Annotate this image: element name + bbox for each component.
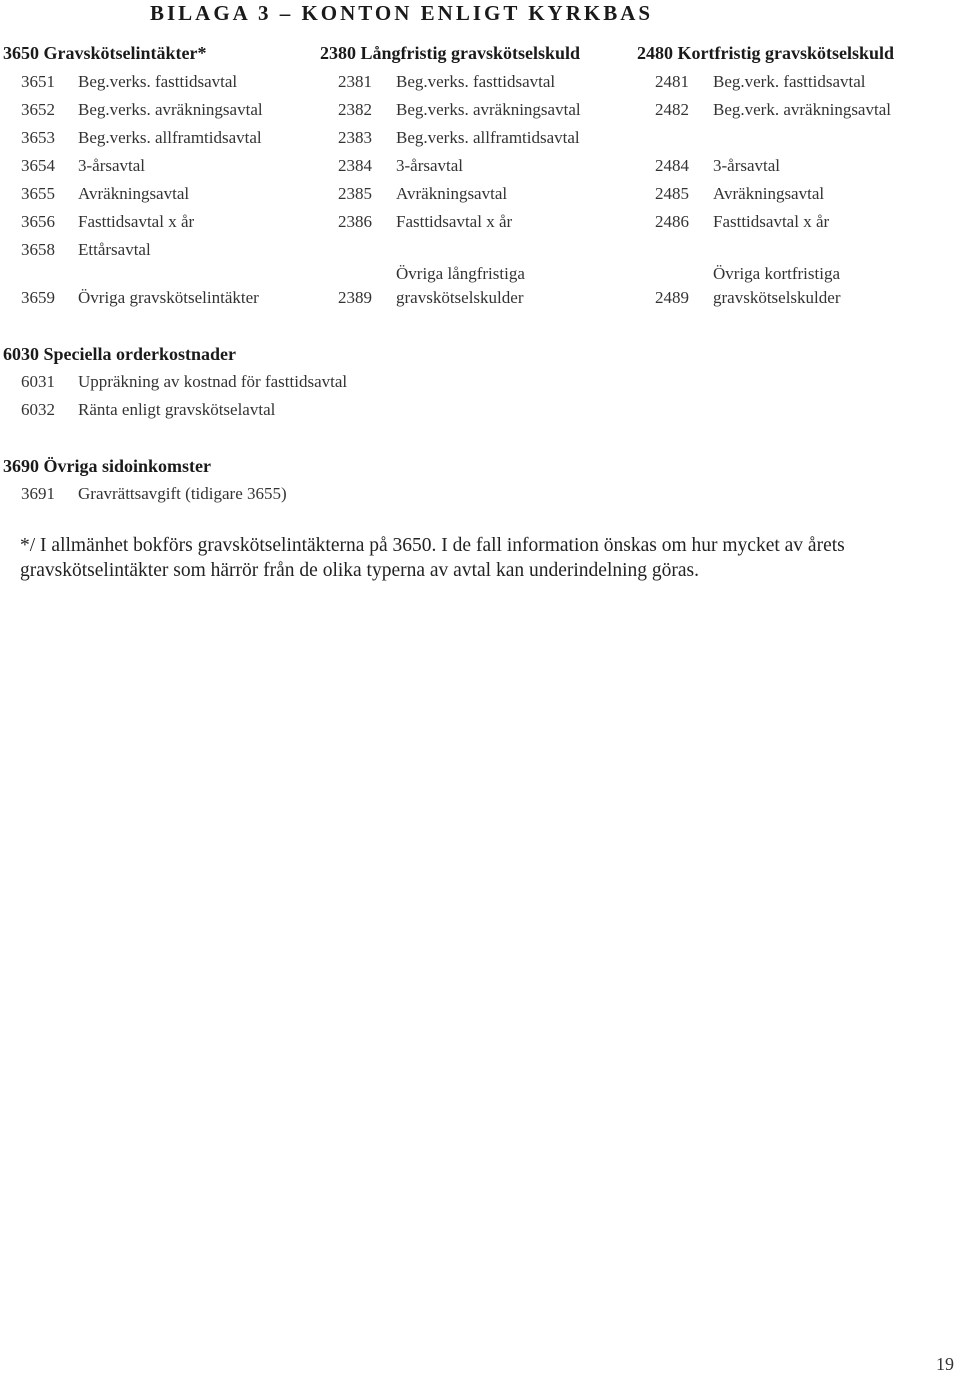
- account-number: 2484: [655, 156, 689, 175]
- account-name: Uppräkning av kostnad för fasttidsavtal: [78, 372, 348, 391]
- account-group-heading: 2380 Långfristig gravskötselskuld: [320, 43, 581, 63]
- account-number: 2482: [655, 100, 689, 119]
- account-name: Ettårsavtal: [78, 240, 151, 259]
- footnote: */ I allmänhet bokförs gravskötselintäkterna på 3650. I de fall information önskas om hur mycket av årets gravskötselintäkter som härrör från de olika typerna av avtal kan underindelning göras.: [20, 535, 845, 581]
- account-name: Gravrättsavgift (tidigare 3655): [78, 484, 287, 503]
- account-number: 3659: [21, 288, 55, 307]
- account-name: Beg.verks. avräkningsavtal: [78, 100, 263, 119]
- account-number: 3653: [21, 128, 55, 147]
- account-number: 6031: [21, 372, 55, 391]
- account-number: 2389: [338, 288, 372, 307]
- account-number: 2385: [338, 184, 372, 203]
- account-group-heading: 2480 Kortfristig gravskötselskuld: [637, 43, 895, 63]
- account-number: 3691: [21, 484, 55, 503]
- account-name: Fasttidsavtal x år: [713, 212, 830, 231]
- account-number: 3652: [21, 100, 55, 119]
- account-name: Fasttidsavtal x år: [396, 212, 513, 231]
- account-name: Ränta enligt gravskötselavtal: [78, 400, 276, 419]
- account-number: 2485: [655, 184, 689, 203]
- account-number: 3658: [21, 240, 55, 259]
- account-number: 2383: [338, 128, 372, 147]
- account-name: 3-årsavtal: [78, 156, 146, 175]
- account-number: 3656: [21, 212, 55, 231]
- section-heading: 3690 Övriga sidoinkomster: [3, 456, 212, 476]
- account-name: 3-årsavtal: [396, 156, 464, 175]
- account-number: 2481: [655, 72, 689, 91]
- account-number: 6032: [21, 400, 55, 419]
- account-name-line1: Övriga kortfristiga: [713, 264, 840, 283]
- account-name: Beg.verks. avräkningsavtal: [396, 100, 581, 119]
- page-number: 19: [936, 1354, 954, 1374]
- account-name: Beg.verks. fasttidsavtal: [78, 72, 238, 91]
- account-name: Beg.verk. avräkningsavtal: [713, 100, 891, 119]
- account-number: 2382: [338, 100, 372, 119]
- account-number: 2386: [338, 212, 372, 231]
- account-number: 2489: [655, 288, 689, 307]
- account-number: 2384: [338, 156, 372, 175]
- account-name: Beg.verk. fasttidsavtal: [713, 72, 866, 91]
- account-group-heading: 3650 Gravskötselintäkter*: [3, 43, 207, 63]
- account-name-line2: gravskötselskulder: [713, 288, 841, 307]
- account-number: 3651: [21, 72, 55, 91]
- section-heading: 6030 Speciella orderkostnader: [3, 344, 236, 364]
- account-name: Beg.verks. allframtidsavtal: [396, 128, 580, 147]
- account-name: Avräkningsavtal: [78, 184, 190, 203]
- account-name: Avräkningsavtal: [713, 184, 825, 203]
- account-name: Övriga gravskötselintäkter: [78, 288, 259, 307]
- account-number: 2486: [655, 212, 689, 231]
- account-number: 3655: [21, 184, 55, 203]
- account-name: Beg.verks. allframtidsavtal: [78, 128, 262, 147]
- account-name: 3-årsavtal: [713, 156, 781, 175]
- page-title: BILAGA 3 – KONTON ENLIGT KYRKBAS: [150, 1, 654, 25]
- account-name: Avräkningsavtal: [396, 184, 508, 203]
- account-name: Beg.verks. fasttidsavtal: [396, 72, 556, 91]
- account-name: Fasttidsavtal x år: [78, 212, 195, 231]
- account-number: 2381: [338, 72, 372, 91]
- account-number: 3654: [21, 156, 55, 175]
- account-name-line1: Övriga långfristiga: [396, 264, 525, 283]
- account-name-line2: gravskötselskulder: [396, 288, 524, 307]
